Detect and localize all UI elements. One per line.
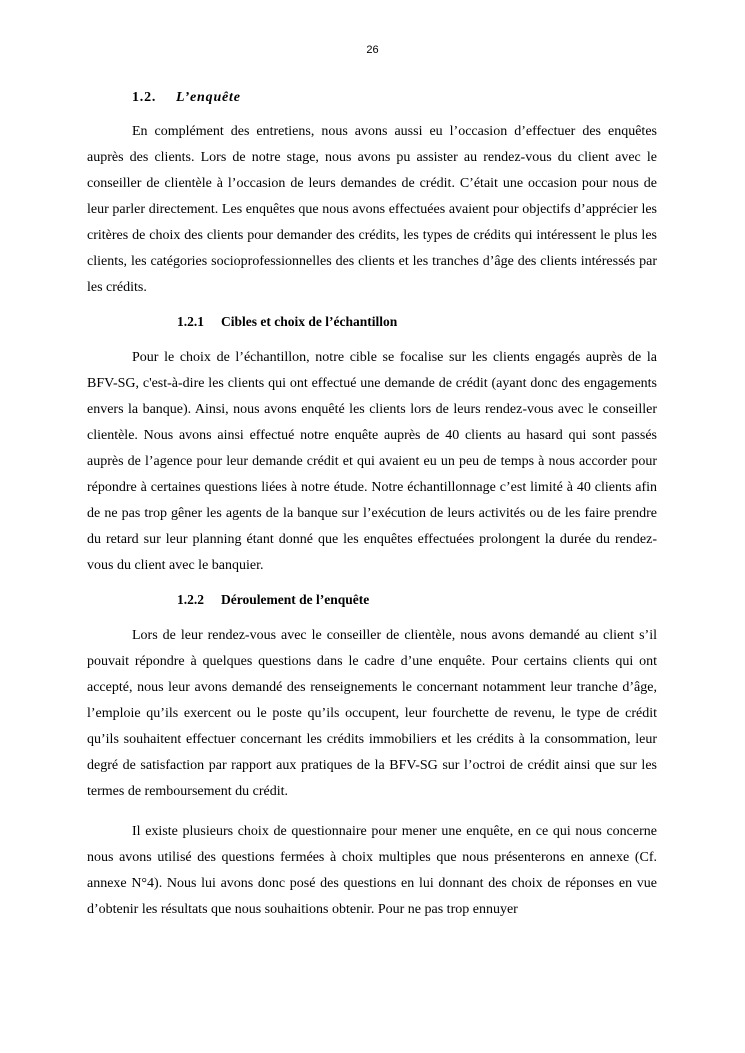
section-title: L’enquête	[176, 90, 241, 105]
subsection-title: Déroulement de l’enquête	[221, 592, 370, 607]
paragraph-procedure: Lors de leur rendez-vous avec le conseiller de clientèle, nous avons demandé au client s’il pouvait répondre à quelques questions dans le cadre d’une enquête. Pour certains clients qui ont accepté, nous leur avons demandé des renseignements le concernant notamment leur tranche d’âge, l’emploie qu’ils exercent ou le poste qu’ils occupent, leur fourchette de revenu, le type de crédit qu’ils souhaitent effectuer concernant les crédits immobiliers et les crédits à la consommation, leur degré de satisfaction par rapport aux pratiques de la BFV-SG sur l’octroi de crédit ainsi que sur les termes de remboursement du crédit.	[87, 628, 657, 799]
paragraph-questionnaire: Il existe plusieurs choix de questionnaire pour mener une enquête, en ce qui nous concerne nous avons utilisé des questions fermées à choix multiples que nous présenterons en annexe (Cf. annexe N°4). Nous lui avons donc posé des questions en lui donnant des choix de réponses en vue d’obtenir les résultats que nous souhaitions obtenir. Pour ne pas trop ennuyer	[87, 824, 657, 917]
paragraph-intro: En complément des entretiens, nous avons aussi eu l’occasion d’effectuer des enquêtes auprès des clients. Lors de notre stage, nous avons pu assister au rendez-vous du client avec le conseiller de clientèle à l’occasion de leurs demandes de crédit. C’était une occasion pour nous de leur parler directement. Les enquêtes que nous avons effectuées avaient pour objectifs d’apprécier les critères de choix des clients pour demander des crédits, les types de crédits qui intéressent le plus les clients, les catégories socioprofessionnelles des clients et les tranches d’âge des clients intéressés par les crédits.	[87, 124, 657, 295]
section-number: 1.2.	[132, 90, 157, 105]
subsection-number: 1.2.1	[177, 314, 204, 329]
subsection-heading-sampling	[87, 309, 657, 335]
page-number: 26	[366, 44, 379, 56]
subsection-title: Cibles et choix de l’échantillon	[221, 314, 398, 329]
spacer	[87, 579, 657, 587]
paragraph-sampling: Pour le choix de l’échantillon, notre cible se focalise sur les clients engagés auprès de la BFV-SG, c'est-à-dire les clients qui ont effectué une demande de crédit (ayant donc des engagements envers la banque). Ainsi, nous avons enquêté les clients lors de leurs rendez-vous avec le conseiller clientèle. Nous avons ainsi effectué notre enquête auprès de 40 clients au hasard qui sont passés auprès de l’agence pour leur demande crédit et qui avaient eu un peu de temps à nous accorder pour répondre à certaines questions liées à notre étude. Notre échantillonnage c’est limité à 40 clients afin de ne pas trop gêner les agents de la banque sur l’exécution de leurs activités ou de les faire prendre du retard sur leur planning étant donné que les enquêtes effectuées prolongent la durée du rendez-vous du client avec le banquier.	[87, 350, 657, 573]
spacer	[87, 805, 657, 819]
spacer	[87, 112, 657, 119]
spacer	[87, 335, 657, 345]
subsection-number: 1.2.2	[177, 592, 204, 607]
page-body	[87, 84, 657, 923]
spacer	[87, 301, 657, 309]
spacer	[87, 613, 657, 623]
subsection-heading-procedure	[87, 587, 657, 613]
section-heading	[87, 84, 657, 112]
